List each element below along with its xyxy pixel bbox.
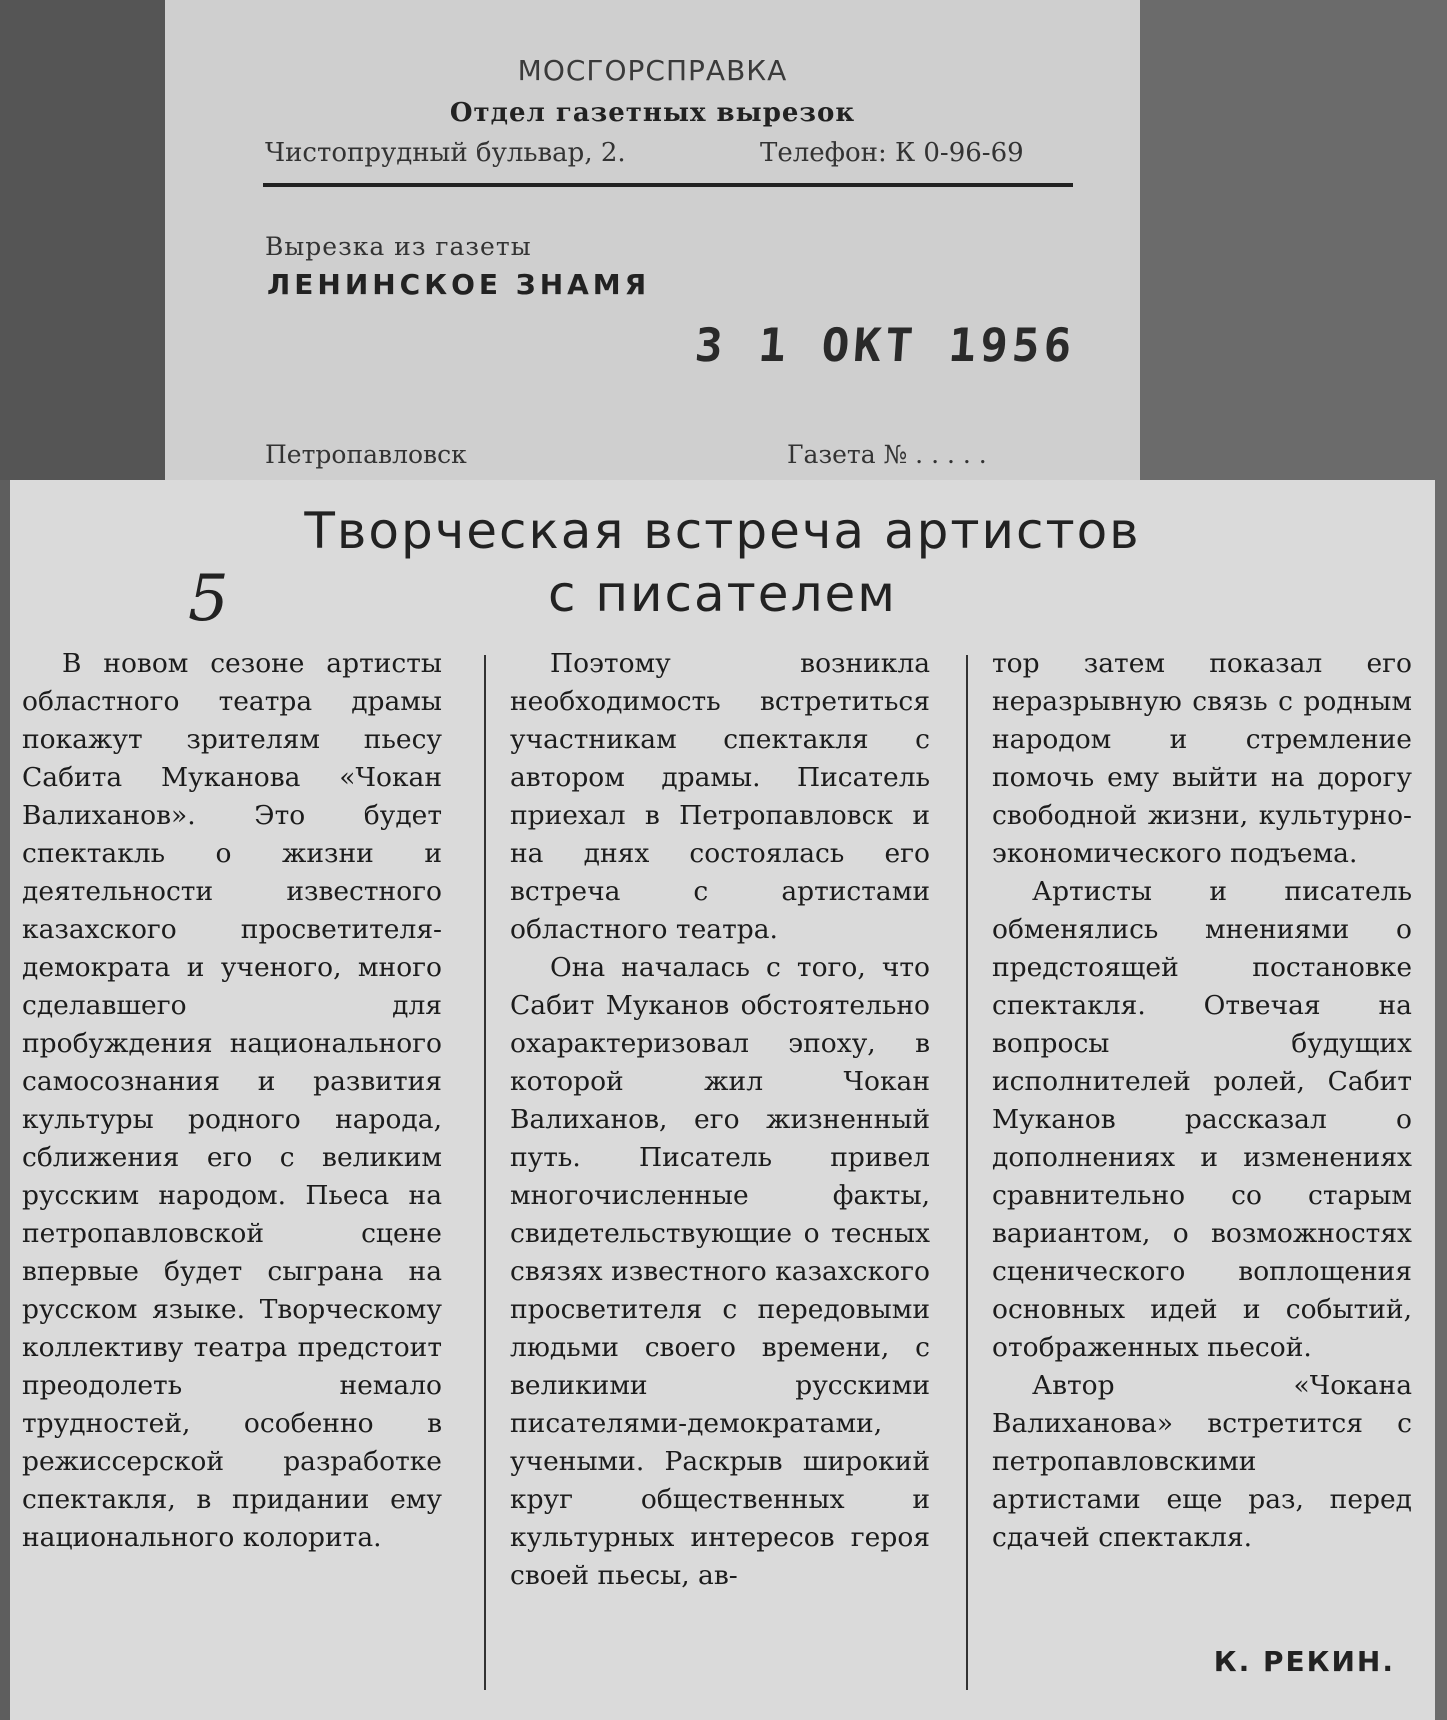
- header-rule: [263, 183, 1073, 187]
- author-signature: К. РЕКИН.: [1213, 1645, 1395, 1678]
- article-title-line-2: с писателем: [547, 565, 898, 623]
- paragraph: Автор «Чокана Валиханова» встретится с петропавловскими артистами еще раз, перед сдачей спектакля.: [992, 1370, 1412, 1553]
- city: Петропавловск: [265, 440, 467, 469]
- article-clipping: [10, 480, 1435, 1720]
- clipping-service-header: [165, 0, 1140, 482]
- issue-number: Газета № . . . . .: [787, 440, 987, 469]
- paragraph: Поэтому возникла необходимость встретиться участникам спектакля с автором драмы. Писатель приехал в Петропавловск и на днях состоялась его встреча с артистами областного театра.: [510, 648, 930, 945]
- date-stamp: 3 1 ОКТ 1956: [693, 318, 1078, 372]
- article-column-2: [510, 645, 930, 1595]
- phone: Телефон: К 0-96-69: [760, 138, 1024, 168]
- clipping-label: Вырезка из газеты: [265, 232, 532, 261]
- org-name: МОСГОРСПРАВКА: [517, 54, 788, 87]
- paragraph: тор затем показал его неразрывную связь с родным народом и стремление помочь ему выйти на дорогу свободной жизни, культурно-экономического подъема.: [992, 648, 1412, 869]
- column-divider: [966, 655, 968, 1690]
- handwritten-mark: 5: [188, 562, 229, 636]
- address: Чистопрудный бульвар, 2.: [265, 138, 626, 168]
- newspaper-name: ЛЕНИНСКОЕ ЗНАМЯ: [267, 268, 651, 301]
- column-divider: [484, 655, 486, 1690]
- article-column-1: [22, 645, 442, 1557]
- paragraph: Она началась с того, что Сабит Муканов обстоятельно охарактеризовал эпоху, в которой жил Чокан Валиханов, его жизненный путь. Писатель привел многочисленные факты, свидетельствующие о тесных связях известного казахского просветителя с передовыми людьми своего времени, с великими русскими писателями-демократами, учеными. Раскрыв широкий круг общественных и культурных интересов героя своей пьесы, ав-: [510, 952, 930, 1591]
- paragraph: В новом сезоне артисты областного театра драмы покажут зрителям пьесу Сабита Муканова «Чокан Валиханов». Это будет спектакль о жизни и деятельности известного казахского просветителя-демократа и ученого, много сделавшего для пробуждения национального самосознания и развития культуры родного народа, сближения его с великим русским народом. Пьеса на петропавловской сцене впервые будет сыграна на русском языке. Творческому коллективу театра предстоит преодолеть немало трудностей, особенно в режиссерской разработке спектакля, в придании ему национального колорита.: [22, 648, 442, 1553]
- background-left: [0, 0, 165, 480]
- article-title-line-1: Творческая встреча артистов: [304, 502, 1141, 560]
- article-column-3: [992, 645, 1412, 1557]
- paragraph: Артисты и писатель обменялись мнениями о предстоящей постановке спектакля. Отвечая на вопросы будущих исполнителей ролей, Сабит Муканов рассказал о дополнениях и изменениях сравнительно со старым вариантом, о возможностях сценического воплощения основных идей и событий, отображенных пьесой.: [992, 876, 1412, 1363]
- department-name: Отдел газетных вырезок: [449, 98, 856, 128]
